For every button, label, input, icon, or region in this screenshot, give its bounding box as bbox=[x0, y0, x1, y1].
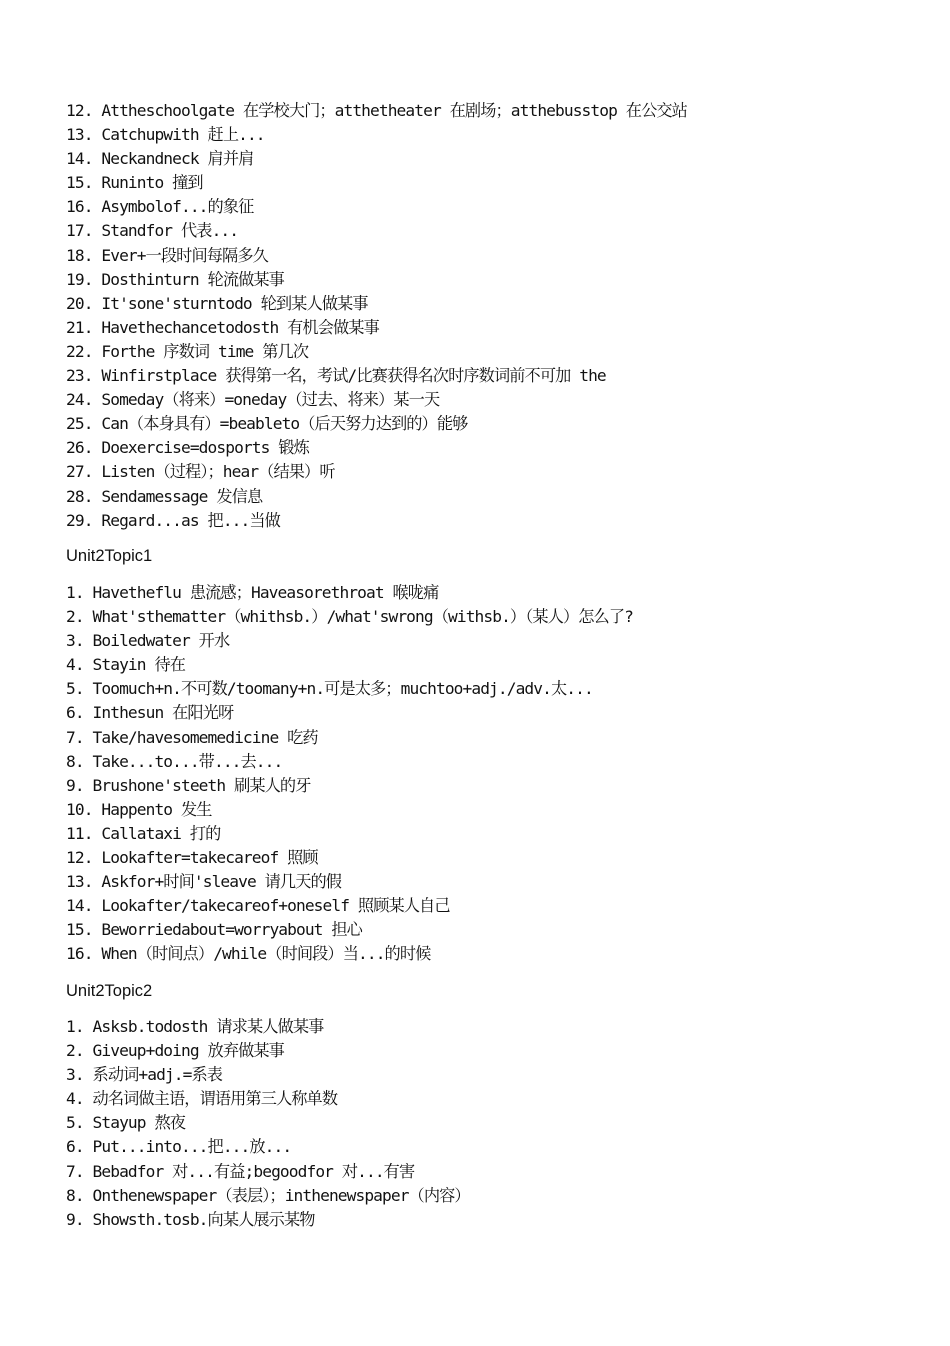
list-item: 9. Brushone'steeth 刷某人的牙 bbox=[66, 775, 311, 795]
list-item: 4. Stayin 待在 bbox=[66, 655, 186, 675]
list-item: 28. Sendamessage 发信息 bbox=[66, 486, 263, 506]
list-item: 3. Boiledwater 开水 bbox=[66, 631, 230, 651]
list-item: 24. Someday（将来）=oneday（过去、将来）某一天 bbox=[66, 390, 440, 410]
list-item: 22. Forthe 序数词 time 第几次 bbox=[66, 341, 309, 361]
list-item: 21. Havethechancetodosth 有机会做某事 bbox=[66, 317, 379, 337]
list-item: 1. Havetheflu 患流感；Haveasorethroat 喉咙痛 bbox=[66, 583, 439, 602]
section-heading-unit2topic1: Unit2Topic1 bbox=[66, 547, 153, 565]
list-item: 5. Stayup 熬夜 bbox=[66, 1113, 186, 1133]
list-item: 12. Lookafter=takecareof 照顾 bbox=[66, 848, 318, 868]
list-item: 6. Inthesun 在阳光呀 bbox=[66, 703, 234, 723]
list-item: 3. 系动词+adj.=系表 bbox=[66, 1065, 223, 1085]
list-item: 2. Giveup+doing 放弃做某事 bbox=[66, 1041, 284, 1061]
list-item: 20. It'sone'sturntodo 轮到某人做某事 bbox=[66, 293, 368, 313]
list-item: 29. Regard...as 把...当做 bbox=[66, 510, 280, 530]
list-item: 10. Happento 发生 bbox=[66, 799, 212, 819]
list-item: 8. Take...to...带...去... bbox=[66, 751, 283, 771]
list-item: 17. Standfor 代表... bbox=[66, 221, 239, 241]
numbered-list bbox=[66, 1015, 926, 1232]
list-item: 26. Doexercise=dosports 锻炼 bbox=[66, 438, 309, 458]
list-item: 13. Askfor+时间'sleave 请几天的假 bbox=[66, 872, 342, 892]
list-item: 12. Attheschoolgate 在学校大门；atthetheater 在剧场；atthebusstop 在公交站 bbox=[66, 101, 687, 120]
list-item: 13. Catchupwith 赶上... bbox=[66, 125, 265, 145]
list-item: 23. Winfirstplace 获得第一名，考试/比赛获得名次时序数词前不可加 the bbox=[66, 366, 606, 386]
list-item: 4. 动名词做主语，谓语用第三人称单数 bbox=[66, 1089, 338, 1109]
list-item: 1. Asksb.todosth 请求某人做某事 bbox=[66, 1017, 324, 1036]
list-item: 14. Neckandneck 肩并肩 bbox=[66, 149, 254, 169]
list-item: 9. Showsth.tosb.向某人展示某物 bbox=[66, 1209, 315, 1229]
list-item: 8. Onthenewspaper（表层）；inthenewspaper（内容） bbox=[66, 1185, 470, 1205]
list-item: 7. Take/havesomemedicine 吃药 bbox=[66, 727, 318, 747]
list-item: 2. What'sthematter（whithsb.）/what'swrong（withsb.）（某人）怎么了? bbox=[66, 607, 633, 627]
unit1-list-section bbox=[66, 99, 926, 533]
list-item: 11. Callataxi 打的 bbox=[66, 823, 221, 843]
section-heading-unit2topic2: Unit2Topic2 bbox=[66, 982, 153, 1000]
list-item: 19. Dosthinturn 轮流做某事 bbox=[66, 269, 284, 289]
unit2topic2-list-section bbox=[66, 1015, 926, 1232]
list-item: 27. Listen（过程）；hear（结果）听 bbox=[66, 462, 335, 482]
unit2topic1-list-section bbox=[66, 581, 926, 967]
list-item: 15. Runinto 撞到 bbox=[66, 173, 203, 193]
list-item: 16. Asymbolof...的象征 bbox=[66, 197, 254, 217]
list-item: 16. When（时间点）/while（时间段）当...的时候 bbox=[66, 944, 431, 964]
list-item: 25. Can（本身具有）=beableto（后天努力达到的）能够 bbox=[66, 414, 468, 434]
list-item: 5. Toomuch+n.不可数/toomany+n.可是太多；muchtoo+adj./adv.太... bbox=[66, 679, 593, 699]
numbered-list bbox=[66, 99, 926, 533]
numbered-list bbox=[66, 581, 926, 967]
list-item: 7. Bebadfor 对...有益;begoodfor 对...有害 bbox=[66, 1161, 415, 1181]
list-item: 18. Ever+一段时间每隔多久 bbox=[66, 245, 268, 265]
list-item: 14. Lookafter/takecareof+oneself 照顾某人自己 bbox=[66, 896, 450, 916]
list-item: 15. Beworriedabout=worryabout 担心 bbox=[66, 920, 362, 940]
list-item: 6. Put...into...把...放... bbox=[66, 1137, 292, 1157]
